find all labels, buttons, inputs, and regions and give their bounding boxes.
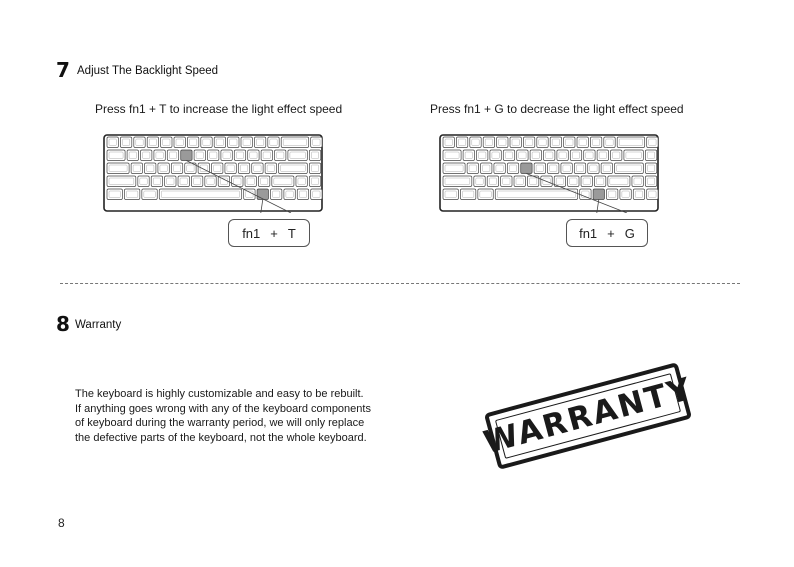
combo-plus: + bbox=[270, 225, 278, 241]
combo-key-fn1: fn1 bbox=[242, 225, 261, 241]
keyboard-key bbox=[212, 163, 223, 174]
keyboard-key bbox=[467, 163, 478, 174]
keyboard-key bbox=[107, 150, 125, 161]
combo-callout-increase bbox=[228, 219, 310, 247]
keyboard-key bbox=[241, 137, 252, 148]
keyboard-key bbox=[514, 176, 525, 187]
keyboard-key bbox=[296, 176, 307, 187]
keyboard-key bbox=[261, 150, 272, 161]
keyboard-key bbox=[309, 150, 320, 161]
keyboard-key bbox=[615, 163, 644, 174]
keyboard-diagram-decrease bbox=[439, 133, 659, 213]
page-number: 8 bbox=[58, 516, 65, 530]
keyboard-key bbox=[201, 137, 212, 148]
keyboard-key bbox=[568, 176, 579, 187]
keyboard-key bbox=[601, 163, 612, 174]
combo-callout-decrease bbox=[566, 219, 648, 247]
keyboard-key bbox=[238, 163, 249, 174]
keyboard-key bbox=[147, 137, 158, 148]
fn1-key bbox=[593, 189, 604, 200]
fn1-key bbox=[257, 189, 268, 200]
keyboard-key bbox=[214, 137, 225, 148]
keyboard-key bbox=[460, 189, 475, 200]
keyboard-key bbox=[594, 176, 605, 187]
keyboard-key bbox=[194, 150, 205, 161]
keyboard-key bbox=[311, 137, 322, 148]
keyboard-key bbox=[490, 150, 501, 161]
keyboard-key bbox=[503, 150, 514, 161]
section-7-title: Adjust The Backlight Speed bbox=[77, 65, 219, 77]
keyboard-key bbox=[275, 150, 286, 161]
warranty-line: of keyboard during the warranty period, we will only replace bbox=[75, 417, 365, 429]
highlighted-key bbox=[181, 150, 192, 161]
keyboard-key bbox=[107, 189, 122, 200]
keyboard-key bbox=[187, 137, 198, 148]
keyboard-key bbox=[474, 176, 485, 187]
keyboard-key bbox=[107, 137, 118, 148]
keyboard-key bbox=[584, 150, 595, 161]
keyboard-key bbox=[158, 163, 169, 174]
keyboard-key bbox=[309, 163, 320, 174]
increase-speed-instruction: Press fn1 + T to increase the light effect speed bbox=[95, 102, 343, 116]
keyboard-key bbox=[272, 176, 294, 187]
keyboard-key bbox=[284, 189, 295, 200]
keyboard-key bbox=[470, 137, 481, 148]
keyboard-key bbox=[611, 150, 622, 161]
keyboard-key bbox=[145, 163, 156, 174]
keyboard-key bbox=[645, 163, 656, 174]
keyboard-key bbox=[159, 189, 241, 200]
keyboard-key bbox=[265, 163, 276, 174]
keyboard-key bbox=[165, 176, 176, 187]
keyboard-key bbox=[645, 150, 656, 161]
keyboard-key bbox=[550, 137, 561, 148]
keyboard-key bbox=[191, 176, 202, 187]
keyboard-key bbox=[624, 150, 643, 161]
keyboard-key bbox=[574, 163, 585, 174]
keyboard-key bbox=[534, 163, 545, 174]
combo-key-g: G bbox=[624, 225, 635, 241]
keyboard-key bbox=[495, 189, 577, 200]
keyboard-key bbox=[597, 150, 608, 161]
keyboard-key bbox=[590, 137, 601, 148]
keyboard-diagram-increase bbox=[103, 133, 323, 213]
section-8-title: Warranty bbox=[75, 319, 122, 331]
keyboard-key bbox=[167, 150, 178, 161]
keyboard-key bbox=[107, 163, 129, 174]
keyboard-key bbox=[647, 189, 658, 200]
keyboard-key bbox=[281, 137, 308, 148]
keyboard-key bbox=[248, 150, 259, 161]
keyboard-key bbox=[221, 150, 232, 161]
keyboard-key bbox=[174, 137, 185, 148]
keyboard-key bbox=[570, 150, 581, 161]
keyboard-key bbox=[481, 163, 492, 174]
keyboard-key bbox=[632, 176, 643, 187]
keyboard-key bbox=[309, 176, 320, 187]
keyboard-key bbox=[548, 163, 559, 174]
keyboard-key bbox=[478, 189, 493, 200]
section-divider bbox=[60, 283, 740, 284]
keyboard-key bbox=[270, 189, 281, 200]
warranty-line: If anything goes wrong with any of the keyboard components bbox=[75, 402, 371, 415]
keyboard-key bbox=[234, 150, 245, 161]
keyboard-key bbox=[510, 137, 521, 148]
keyboard-key bbox=[477, 150, 488, 161]
keyboard-key bbox=[228, 137, 239, 148]
keyboard-key bbox=[120, 137, 131, 148]
keyboard-key bbox=[443, 176, 472, 187]
keyboard-key bbox=[161, 137, 172, 148]
keyboard-key bbox=[232, 176, 243, 187]
keyboard-key bbox=[463, 150, 474, 161]
keyboard-key bbox=[151, 176, 162, 187]
keyboard-key bbox=[124, 189, 139, 200]
keyboard-key bbox=[497, 137, 508, 148]
keyboard-key bbox=[208, 150, 219, 161]
keyboard-key bbox=[154, 150, 165, 161]
keyboard-key bbox=[620, 189, 631, 200]
keyboard-key bbox=[142, 189, 157, 200]
keyboard-key bbox=[537, 137, 548, 148]
keyboard-key bbox=[633, 189, 644, 200]
keyboard-key bbox=[258, 176, 269, 187]
keyboard-key bbox=[138, 176, 149, 187]
keyboard-key bbox=[561, 163, 572, 174]
keyboard-key bbox=[279, 163, 308, 174]
keyboard-key bbox=[606, 189, 617, 200]
warranty-stamp-text: WARRANTY bbox=[484, 362, 692, 470]
keyboard-key bbox=[107, 176, 136, 187]
combo-key-fn1: fn1 bbox=[579, 225, 598, 241]
keyboard-key bbox=[141, 150, 152, 161]
keyboard-illustration bbox=[103, 133, 323, 213]
keyboard-key bbox=[254, 137, 265, 148]
keyboard-key bbox=[198, 163, 209, 174]
warranty-paragraph bbox=[75, 387, 435, 445]
keyboard-key bbox=[245, 176, 256, 187]
keyboard-key bbox=[517, 150, 528, 161]
keyboard-key bbox=[483, 137, 494, 148]
keyboard-key bbox=[171, 163, 182, 174]
keyboard-key bbox=[564, 137, 575, 148]
combo-plus: + bbox=[607, 225, 615, 241]
keyboard-key bbox=[544, 150, 555, 161]
keyboard-key bbox=[608, 176, 630, 187]
keyboard-key bbox=[456, 137, 467, 148]
keyboard-key bbox=[523, 137, 534, 148]
keyboard-key bbox=[297, 189, 308, 200]
keyboard-key bbox=[443, 189, 458, 200]
keyboard-key bbox=[178, 176, 189, 187]
keyboard-key bbox=[507, 163, 518, 174]
keyboard-key bbox=[501, 176, 512, 187]
keyboard-key bbox=[443, 137, 454, 148]
keyboard-key bbox=[131, 163, 142, 174]
combo-key-t: T bbox=[287, 225, 296, 241]
keyboard-key bbox=[617, 137, 644, 148]
keyboard-key bbox=[487, 176, 498, 187]
warranty-stamp bbox=[478, 355, 698, 475]
section-7-number: 7 bbox=[56, 58, 70, 82]
section-8-number: 8 bbox=[56, 312, 70, 336]
keyboard-key bbox=[134, 137, 145, 148]
decrease-speed-instruction: Press fn1 + G to decrease the light effect speed bbox=[430, 102, 684, 116]
keyboard-key bbox=[311, 189, 322, 200]
keyboard-key bbox=[530, 150, 541, 161]
keyboard-key bbox=[557, 150, 568, 161]
keyboard-key bbox=[647, 137, 658, 148]
warranty-line: the defective parts of the keyboard, not the whole keyboard. bbox=[75, 431, 367, 444]
keyboard-key bbox=[225, 163, 236, 174]
highlighted-key bbox=[521, 163, 532, 174]
keyboard-key bbox=[268, 137, 279, 148]
keyboard-key bbox=[443, 163, 465, 174]
keyboard-key bbox=[604, 137, 615, 148]
keyboard-key bbox=[645, 176, 656, 187]
keyboard-key bbox=[288, 150, 307, 161]
keyboard-key bbox=[588, 163, 599, 174]
warranty-line: The keyboard is highly customizable and easy to be rebuilt. bbox=[75, 388, 364, 400]
keyboard-key bbox=[577, 137, 588, 148]
keyboard-key bbox=[581, 176, 592, 187]
keyboard-key bbox=[127, 150, 138, 161]
keyboard-key bbox=[443, 150, 461, 161]
keyboard-key bbox=[252, 163, 263, 174]
keyboard-key bbox=[205, 176, 216, 187]
keyboard-key bbox=[494, 163, 505, 174]
keyboard-illustration bbox=[439, 133, 659, 213]
